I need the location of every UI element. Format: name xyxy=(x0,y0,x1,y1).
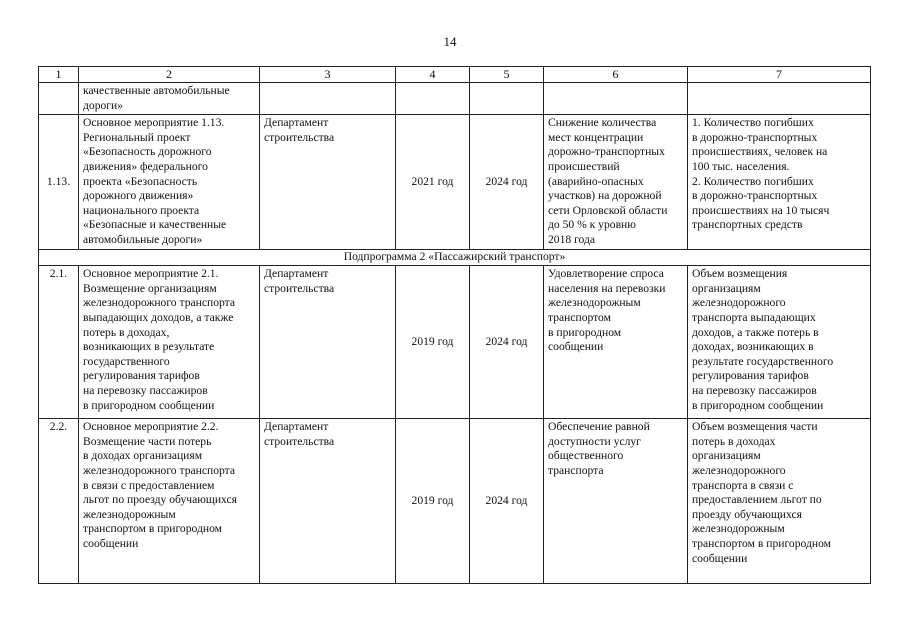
column-header: 6 xyxy=(544,67,688,83)
table-row xyxy=(39,115,871,250)
event-cell xyxy=(79,115,260,250)
continuation-row xyxy=(39,83,871,115)
column-header: 2 xyxy=(79,67,260,83)
column-header: 1 xyxy=(39,67,79,83)
event-text: Основное мероприятие 2.1. Возмещение организациям железнодорожного транспорта выпадающих доходов, а также потерь в доходах, возникающих в результате государственного регулирования тарифов на перевозку пассажиров в пригородном сообщении xyxy=(83,267,235,412)
executor-cell xyxy=(260,115,396,250)
event-cell xyxy=(79,266,260,419)
column-header: 4 xyxy=(396,67,470,83)
executor-text: Департамент строительства xyxy=(264,267,335,295)
column-header: 7 xyxy=(688,67,871,83)
column-header: 5 xyxy=(470,67,544,83)
executor-cell xyxy=(260,419,396,584)
start-year: 2019 год xyxy=(396,266,470,419)
table-row xyxy=(39,419,871,584)
result-cell xyxy=(544,266,688,419)
executor-text: Департамент строительства xyxy=(264,116,335,144)
end-year: 2024 год xyxy=(470,115,544,250)
executor-text: Департамент строительства xyxy=(264,420,335,448)
row-number: 1.13. xyxy=(39,115,79,250)
program-table xyxy=(38,66,871,584)
event-text: Основное мероприятие 1.13. Региональный проект «Безопасность дорожного движения» федерального проекта «Безопасность дорожного движения» национального проекта «Безопасные и качественные автомобильные дороги» xyxy=(83,116,227,246)
table-cell xyxy=(544,83,688,115)
indicator-cell xyxy=(688,115,871,250)
executor-cell xyxy=(260,266,396,419)
result-cell xyxy=(544,419,688,584)
table-cell xyxy=(260,83,396,115)
header-row xyxy=(39,67,871,83)
event-text: Основное мероприятие 2.2. Возмещение части потерь в доходах организациям железнодорожного транспорта в связи с предоставлением льгот по проезду обучающихся железнодорожным транспортом в пригородном сообщении xyxy=(83,420,238,550)
row-number: 2.2. xyxy=(39,419,79,584)
end-year: 2024 год xyxy=(470,266,544,419)
indicator-cell xyxy=(688,419,871,584)
indicator-text: Объем возмещения части потерь в доходах организациям железнодорожного транспорта в связи с предоставлением льгот по проезду обучающихся железнодорожным транспортом в пригородном сообщении xyxy=(692,420,831,565)
result-text: Обеспечение равной доступности услуг общественного транспорта xyxy=(548,420,650,477)
subprogram-row xyxy=(39,250,871,266)
subprogram-title: Подпрограмма 2 «Пассажирский транспорт» xyxy=(39,250,871,266)
continuation-text: качественные автомобильные дороги» xyxy=(83,84,230,112)
indicator-cell xyxy=(688,266,871,419)
page-number: 14 xyxy=(443,34,457,49)
indicator-text: 1. Количество погибших в дорожно-транспортных происшествиях, человек на 100 тыс. населения. 2. Количество погибших в дорожно-транспортных происшествиях на 10 тысяч транспортных средств xyxy=(692,116,830,232)
column-header: 3 xyxy=(260,67,396,83)
row-number: 2.1. xyxy=(39,266,79,419)
table-cell xyxy=(470,83,544,115)
indicator-text: Объем возмещения организациям железнодорожного транспорта выпадающих доходов, а также потерь в доходах, возникающих в результате государственного регулирования тарифов на перевозку пассажиров в пригородном сообщении xyxy=(692,267,834,412)
table-cell xyxy=(39,83,79,115)
start-year: 2021 год xyxy=(396,115,470,250)
result-text: Снижение количества мест концентрации дорожно-транспортных происшествий (аварийно-опасных участков) на дорожной сети Орловской области до 50 % к уровню 2018 года xyxy=(548,116,668,246)
result-text: Удовлетворение спроса населения на перевозки железнодорожным транспортом в пригородном сообщении xyxy=(548,267,666,354)
table-cell xyxy=(396,83,470,115)
event-cell xyxy=(79,419,260,584)
table-row xyxy=(39,266,871,419)
table-cell xyxy=(688,83,871,115)
end-year: 2024 год xyxy=(470,419,544,584)
result-cell xyxy=(544,115,688,250)
start-year: 2019 год xyxy=(396,419,470,584)
table-cell xyxy=(79,83,260,115)
